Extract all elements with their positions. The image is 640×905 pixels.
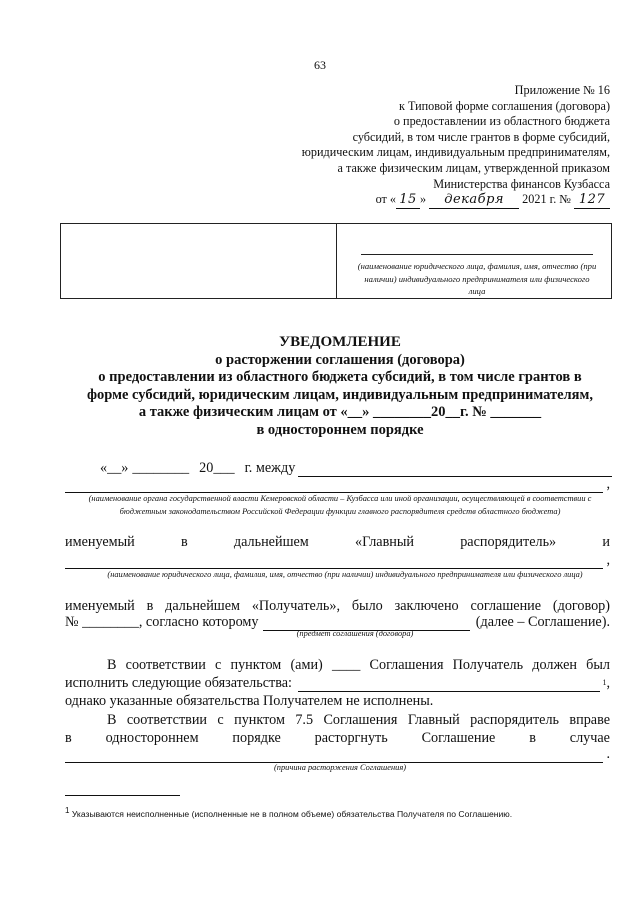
- appendix-line: субсидий, в том числе грантов в форме субсидий,: [352, 129, 610, 144]
- authority-line: ,: [65, 475, 610, 493]
- title-line: о расторжении соглашения (договора): [215, 351, 465, 368]
- appendix-line: Министерства финансов Кузбасса: [433, 176, 610, 191]
- appendix-header: [230, 83, 610, 209]
- obligations-line-1: В соответствии с пунктом (ами) ____ Соглашения Получатель должен был: [107, 657, 610, 673]
- word: случае: [569, 730, 610, 746]
- appendix-line: к Типовой форме соглашения (договора): [399, 98, 610, 113]
- month-handwritten: декабря: [429, 192, 519, 209]
- word: «Главный: [354, 534, 414, 550]
- date-mid: »: [419, 192, 427, 207]
- year-text: 2021 г. №: [522, 192, 571, 207]
- word: в: [65, 730, 72, 746]
- title-line: а также физическим лицам от «__» ________20__г. № _______: [138, 404, 542, 420]
- date-blank: ________: [132, 460, 190, 476]
- recipient-caption: (наименование юридического лица, фамилия, имя, отчество (при наличии) индивидуального предпринимателя или физического лица): [107, 570, 583, 579]
- word: в: [529, 730, 536, 746]
- footnote-number: 1: [65, 806, 70, 815]
- footnote-ref: 1: [602, 678, 607, 687]
- appendix-line: Приложение № 16: [514, 83, 610, 97]
- recipient-box: [60, 223, 612, 299]
- day-handwritten: 15: [396, 192, 420, 209]
- word: распорядитель»: [460, 534, 557, 550]
- appendix-line: о предоставлении из областного бюджета: [393, 114, 610, 129]
- word: и: [602, 534, 610, 550]
- document-title: [60, 334, 620, 439]
- recipient-box-caption: (наименование юридического лица, фамилия, имя, отчество (при наличии) индивидуального предпринимателя или физического лица: [357, 261, 597, 296]
- title-line: форме субсидий, юридическим лицам, индивидуальным предпринимателям,: [86, 386, 594, 403]
- recipient-fill-line: [65, 554, 603, 569]
- appendix-line: а также физическим лицам, утвержденной приказом: [337, 160, 610, 175]
- word: именуемый: [65, 534, 135, 550]
- termination-line-1: В соответствии с пунктом 7.5 Соглашения Главный распорядитель вправе: [107, 712, 610, 728]
- date-prefix: от «: [375, 192, 396, 207]
- word: в: [180, 534, 188, 550]
- footnote: [65, 806, 615, 819]
- word: Соглашение: [421, 730, 496, 746]
- authority-caption: (наименование органа государственной власти Кемеровской области – Кузбасса или иной организации, осуществляющей в соответствии с бюджетным законодательством Российской Федерации функции главного распорядителя средств областного бюджета): [88, 494, 592, 516]
- subject-caption: (предмет соглашения (договора): [296, 629, 414, 638]
- obligations-label: исполнить следующие обязательства:: [65, 675, 292, 691]
- reason-line: .: [65, 745, 610, 763]
- word: расторгнуть: [314, 730, 388, 746]
- appendix-line: юридическим лицам, индивидуальным предпринимателям,: [301, 145, 610, 160]
- number-handwritten: 127: [574, 192, 610, 209]
- box-divider: [336, 224, 337, 298]
- footnote-divider: [65, 795, 180, 796]
- date-quote: «__»: [100, 460, 129, 476]
- reason-caption: (причина расторжения Соглашения): [274, 763, 406, 772]
- appendix-date-line: [230, 192, 610, 209]
- recipient-line: ,: [65, 551, 610, 569]
- title-heading: УВЕДОМЛЕНИЕ: [279, 334, 401, 350]
- agreement-after: (далее – Соглашение).: [475, 614, 610, 630]
- agreement-number: № ________, согласно которому: [65, 614, 259, 630]
- obligations-line-2: исполнить следующие обязательства: 1 ,: [65, 675, 610, 691]
- reason-fill-line: [65, 748, 603, 763]
- obligations-line-3: однако указанные обязательства Получателем не исполнены.: [65, 693, 434, 709]
- title-line: о предоставлении из областного бюджета субсидий, в том числе грантов в: [98, 369, 582, 385]
- date-between: г. между: [244, 460, 296, 476]
- named-line-1: [65, 533, 610, 551]
- authority-fill-line: [65, 478, 603, 493]
- date-year: 20___: [199, 460, 235, 476]
- footnote-text: Указываются неисполненные (исполненные не в полном объеме) обязательства Получателя по Соглашению.: [71, 808, 513, 819]
- recipient-name-line: [361, 254, 593, 255]
- page-number: 63: [314, 58, 326, 72]
- word: одностороннем: [105, 730, 199, 746]
- word: дальнейшем: [233, 534, 309, 550]
- named-line-2: именуемый в дальнейшем «Получатель», было заключено соглашение (договор): [65, 598, 610, 614]
- word: порядке: [232, 730, 281, 746]
- title-line: в одностороннем порядке: [256, 421, 424, 438]
- obligations-fill: [298, 677, 601, 692]
